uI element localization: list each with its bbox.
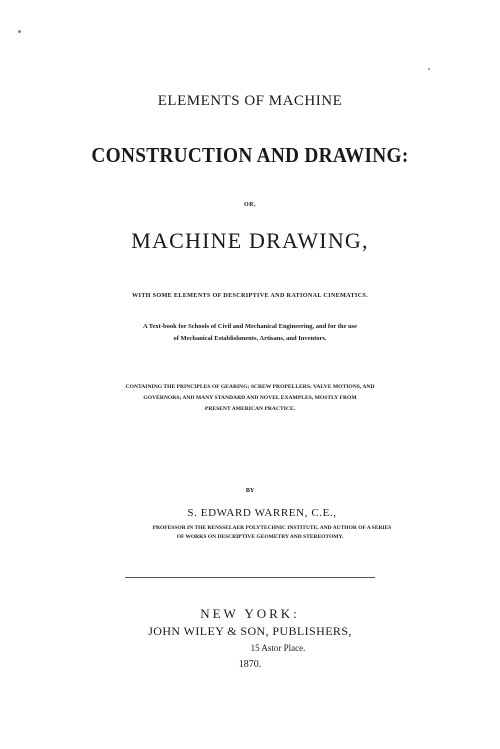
publication-year: 1870. <box>238 659 262 670</box>
author-credentials-line-2: OF WORKS ON DESCRIPTIVE GEOMETRY AND STEREOTOMY. <box>176 534 344 540</box>
description-line-1: A Text-book for Schools of Civil and Mechanical Engineering, and for the use <box>142 323 358 330</box>
contents-line-2: GOVERNORS; AND MANY STANDARD AND NOVEL EXAMPLES, MOSTLY FROM <box>143 395 357 401</box>
ink-speck <box>428 68 430 70</box>
title-line-3: MACHINE DRAWING, <box>131 228 369 253</box>
publisher-name: JOHN WILEY & SON, PUBLISHERS, <box>148 624 352 638</box>
contents-line-3: PRESENT AMERICAN PRACTICE. <box>204 406 296 412</box>
author-name: S. EDWARD WARREN, C.E., <box>187 507 337 519</box>
by-label: BY <box>245 488 255 494</box>
description-line-2: of Mechanical Establishments, Artisans, and Inventors. <box>173 335 327 342</box>
author-credentials-line-1: PROFESSOR IN THE RENSSELAER POLYTECHNIC INSTITUTE, AND AUTHOR OF A SERIES <box>152 525 392 531</box>
contents-line-1: CONTAINING THE PRINCIPLES OF GEARING; SCREW PROPELLERS; VALVE MOTIONS, AND <box>125 384 375 390</box>
publisher-address: 15 Astor Place. <box>250 643 306 653</box>
ink-speck <box>18 30 21 33</box>
publication-city: NEW YORK: <box>200 606 300 621</box>
subtitle: WITH SOME ELEMENTS OF DESCRIPTIVE AND RATIONAL CINEMATICS. <box>132 292 368 299</box>
divider-rule <box>125 577 375 578</box>
or-connector: OR, <box>244 202 256 208</box>
title-line-2: CONSTRUCTION AND DRAWING: <box>91 143 409 167</box>
title-line-1: ELEMENTS OF MACHINE <box>157 93 343 109</box>
